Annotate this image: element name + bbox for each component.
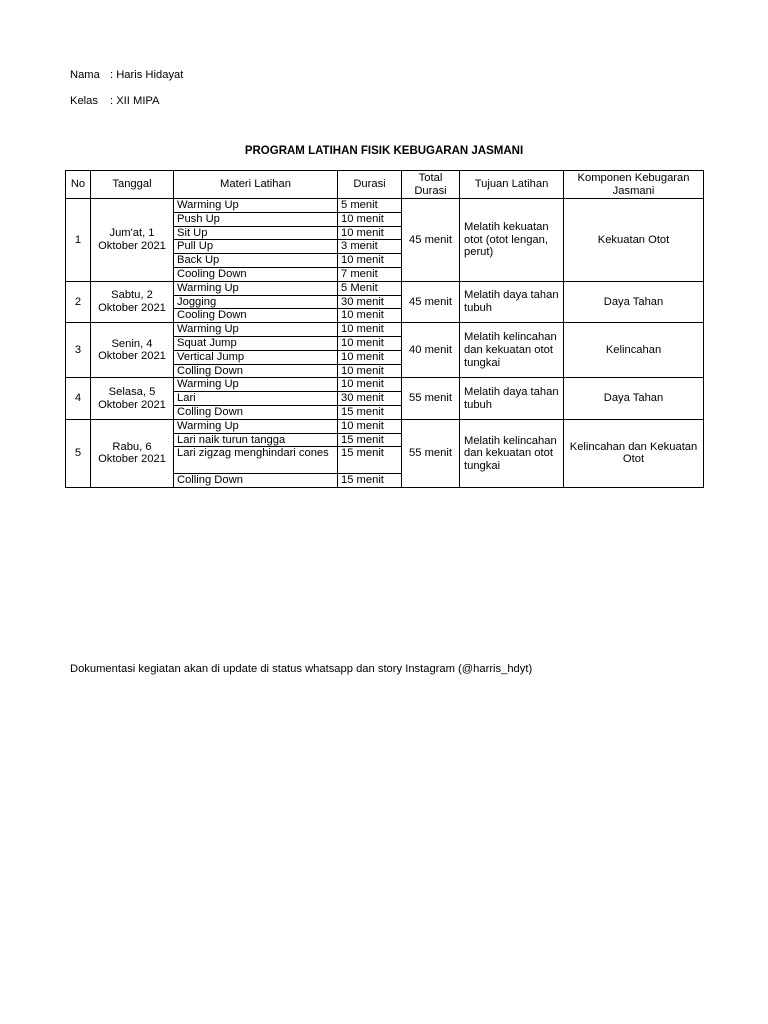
material-cell: Warming Up — [174, 378, 338, 392]
table-row — [66, 323, 704, 337]
material-cell: Warming Up — [174, 199, 338, 213]
duration-cell: 3 menit — [338, 240, 402, 254]
material-cell: Colling Down — [174, 405, 338, 419]
date-cell: Jum'at, 1 Oktober 2021 — [91, 199, 174, 282]
material-cell: Colling Down — [174, 474, 338, 488]
date-cell: Rabu, 6 Oktober 2021 — [91, 419, 174, 487]
col-header-material: Materi Latihan — [174, 171, 338, 199]
row-number-cell: 5 — [66, 419, 91, 487]
table-row — [66, 419, 704, 433]
material-cell: Vertical Jump — [174, 350, 338, 364]
document-title: PROGRAM LATIHAN FISIK KEBUGARAN JASMANI — [244, 145, 524, 157]
duration-cell: 30 menit — [338, 295, 402, 309]
row-number-cell: 4 — [66, 378, 91, 419]
material-cell: Push Up — [174, 212, 338, 226]
component-cell: Kelincahan dan Kekuatan Otot — [564, 419, 704, 487]
table-header-row — [66, 171, 704, 199]
duration-cell: 30 menit — [338, 392, 402, 406]
material-cell: Warming Up — [174, 419, 338, 433]
material-cell: Lari — [174, 392, 338, 406]
duration-cell: 10 menit — [338, 378, 402, 392]
total-duration-cell: 55 menit — [402, 419, 460, 487]
duration-cell: 15 menit — [338, 433, 402, 447]
duration-cell: 10 menit — [338, 309, 402, 323]
duration-cell: 10 menit — [338, 323, 402, 337]
total-duration-cell: 45 menit — [402, 199, 460, 282]
student-name-line — [70, 69, 183, 81]
component-cell: Kekuatan Otot — [564, 199, 704, 282]
duration-cell: 10 menit — [338, 364, 402, 378]
col-header-goal: Tujuan Latihan — [460, 171, 564, 199]
student-class-line — [70, 95, 160, 107]
total-duration-cell: 45 menit — [402, 281, 460, 322]
material-cell: Cooling Down — [174, 267, 338, 281]
duration-cell: 5 menit — [338, 199, 402, 213]
duration-cell: 10 menit — [338, 336, 402, 350]
date-cell: Senin, 4 Oktober 2021 — [91, 323, 174, 378]
material-cell: Pull Up — [174, 240, 338, 254]
col-header-total-duration: Total Durasi — [402, 171, 460, 199]
duration-cell: 7 menit — [338, 267, 402, 281]
duration-cell: 15 menit — [338, 474, 402, 488]
training-program-table — [65, 170, 704, 488]
duration-cell: 15 menit — [338, 405, 402, 419]
material-cell: Lari naik turun tangga — [174, 433, 338, 447]
documentation-note: Dokumentasi kegiatan akan di update di status whatsapp dan story Instagram (@harris_hdyt) — [70, 663, 533, 675]
goal-cell: Melatih daya tahan tubuh — [460, 378, 564, 419]
component-cell: Daya Tahan — [564, 281, 704, 322]
date-cell: Sabtu, 2 Oktober 2021 — [91, 281, 174, 322]
duration-cell: 10 menit — [338, 350, 402, 364]
material-cell: Colling Down — [174, 364, 338, 378]
duration-cell: 10 menit — [338, 419, 402, 433]
component-cell: Daya Tahan — [564, 378, 704, 419]
goal-cell: Melatih kelincahan dan kekuatan otot tungkai — [460, 323, 564, 378]
duration-cell: 10 menit — [338, 254, 402, 268]
table-row — [66, 281, 704, 295]
material-cell: Jogging — [174, 295, 338, 309]
material-cell: Warming Up — [174, 281, 338, 295]
name-value: : Haris Hidayat — [110, 69, 184, 81]
material-cell: Lari zigzag menghindari cones — [174, 447, 338, 474]
col-header-duration: Durasi — [338, 171, 402, 199]
duration-cell: 10 menit — [338, 212, 402, 226]
table-body — [66, 199, 704, 488]
col-header-date: Tanggal — [91, 171, 174, 199]
name-label: Nama — [70, 69, 100, 81]
row-number-cell: 3 — [66, 323, 91, 378]
goal-cell: Melatih daya tahan tubuh — [460, 281, 564, 322]
class-value: : XII MIPA — [110, 95, 160, 107]
row-number-cell: 1 — [66, 199, 91, 282]
table-row — [66, 199, 704, 213]
material-cell: Squat Jump — [174, 336, 338, 350]
total-duration-cell: 40 menit — [402, 323, 460, 378]
col-header-no: No — [66, 171, 91, 199]
material-cell: Back Up — [174, 254, 338, 268]
material-cell: Warming Up — [174, 323, 338, 337]
material-cell: Cooling Down — [174, 309, 338, 323]
duration-cell: 10 menit — [338, 226, 402, 240]
material-cell: Sit Up — [174, 226, 338, 240]
class-label: Kelas — [70, 95, 98, 107]
goal-cell: Melatih kelincahan dan kekuatan otot tungkai — [460, 419, 564, 487]
row-number-cell: 2 — [66, 281, 91, 322]
date-cell: Selasa, 5 Oktober 2021 — [91, 378, 174, 419]
total-duration-cell: 55 menit — [402, 378, 460, 419]
component-cell: Kelincahan — [564, 323, 704, 378]
table-row — [66, 378, 704, 392]
duration-cell: 15 menit — [338, 447, 402, 474]
duration-cell: 5 Menit — [338, 281, 402, 295]
goal-cell: Melatih kekuatan otot (otot lengan, perut) — [460, 199, 564, 282]
col-header-component: Komponen Kebugaran Jasmani — [564, 171, 704, 199]
